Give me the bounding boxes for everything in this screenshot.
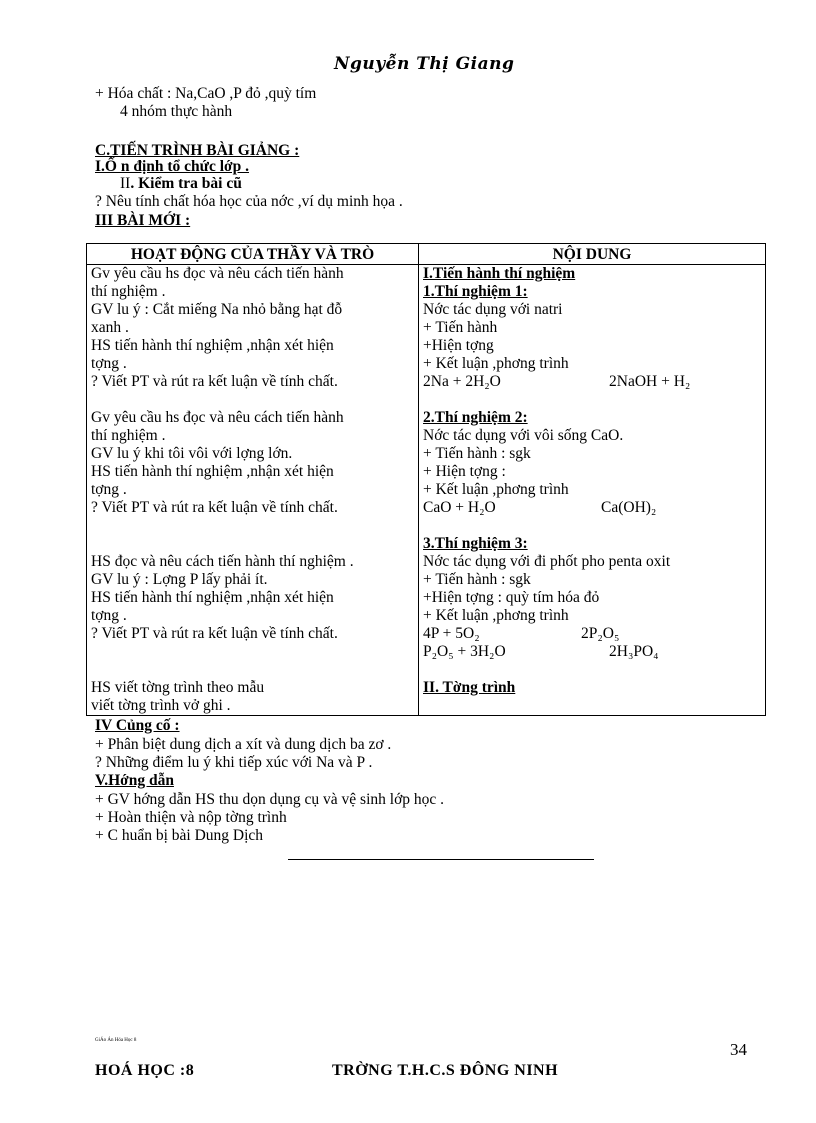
left-line: HS tiến hành thí nghiệm ,nhận xét hiện	[91, 463, 334, 480]
exp3-title: 3.Thí nghiệm 3:	[423, 535, 528, 552]
equation-row	[423, 499, 761, 517]
left-line: tợng .	[91, 607, 127, 624]
exp3-equation1-left: 4P + 5O₂	[423, 625, 480, 642]
right-line: + Tiến hành : sgk	[423, 571, 531, 588]
experiments-heading: I.Tiến hành thí nghiệm	[423, 265, 576, 282]
table-header-row	[87, 244, 766, 265]
left-line: GV lu ý : Cắt miếng Na nhỏ bằng hạt đỗ	[91, 301, 343, 318]
left-line: HS đọc và nêu cách tiến hành thí nghiệm .	[91, 553, 354, 570]
guidance-title: V.Hớng dẫn	[95, 772, 174, 789]
groups-line: 4 nhóm thực hành	[120, 103, 233, 120]
page-number: 34	[730, 1040, 747, 1059]
header-activities: HOẠT ĐỘNG CỦA THẦY VÀ TRÒ	[87, 244, 419, 265]
right-line: Nớc tác dụng với natri	[423, 301, 563, 318]
exp1-equation-right: 2NaOH + H₂	[609, 373, 691, 390]
left-line: GV lu ý : Lợng P lấy phải ít.	[91, 571, 268, 588]
left-line: xanh .	[91, 319, 129, 336]
activities-cell	[87, 265, 419, 716]
content-cell	[419, 265, 766, 716]
left-line: HS viết tờng trình theo mẫu	[91, 679, 265, 696]
guidance-line: + GV hớng dẫn HS thu dọn dụng cụ và vệ sinh lớp học .	[95, 791, 445, 808]
left-line: thí nghiệm .	[91, 283, 166, 300]
left-line: HS tiến hành thí nghiệm ,nhận xét hiện	[91, 337, 334, 354]
exp3-equation1-right: 2P₂O₅	[581, 625, 620, 642]
left-line: ? Viết PT và rút ra kết luận về tính chất.	[91, 499, 338, 516]
section-ii-label: . Kiểm tra bài cũ	[130, 175, 242, 192]
chemicals-line: + Hóa chất : Na,CaO ,P đỏ ,quỳ tím	[95, 85, 317, 102]
exp1-equation-left: 2Na + 2H₂O	[423, 373, 501, 390]
right-line: +Hiện tợng : quỳ tím hóa đỏ	[423, 589, 600, 606]
right-line: + Tiến hành : sgk	[423, 445, 531, 462]
section-ii-number: II	[120, 175, 131, 192]
footer-school: TRỜNG T.H.C.S ĐÔNG NINH	[332, 1062, 559, 1079]
header-content: NỘI DUNG	[419, 244, 766, 265]
table-body-row	[87, 265, 766, 716]
lesson-table	[86, 243, 766, 716]
left-line: Gv yêu cầu hs đọc và nêu cách tiến hành	[91, 265, 344, 282]
equation-row	[423, 643, 761, 661]
section-ii-title	[120, 175, 242, 193]
right-line: + Kết luận ,phơng trình	[423, 607, 569, 624]
consolidation-line: + Phân biệt dung dịch a xít và dung dịch ba zơ .	[95, 736, 392, 753]
equation-row	[423, 625, 761, 643]
exp3-equation2-left: P₂O₅ + 3H₂O	[423, 643, 506, 660]
right-line: + Kết luận ,phơng trình	[423, 355, 569, 372]
left-line: GV lu ý khi tôi vôi với lợng lớn.	[91, 445, 293, 462]
left-line: tợng .	[91, 481, 127, 498]
left-line: HS tiến hành thí nghiệm ,nhận xét hiện	[91, 589, 334, 606]
right-line: + Hiện tợng :	[423, 463, 506, 480]
left-line: thí nghiệm .	[91, 427, 166, 444]
right-line: +Hiện tợng	[423, 337, 494, 354]
right-line: Nớc tác dụng với đi phốt pho penta oxit	[423, 553, 671, 570]
guidance-line: + C huẩn bị bài Dung Dịch	[95, 827, 264, 844]
section-c-title: C.TIẾN TRÌNH BÀI GIẢNG :	[95, 142, 300, 159]
end-divider	[288, 859, 594, 860]
footer-small-text: GiÁo Án Hóa Học 8	[95, 1038, 137, 1043]
author-name: Nguyễn Thị Giang	[334, 54, 515, 74]
section-iii-title: III BÀI MỚI :	[95, 212, 191, 229]
equation-row	[423, 373, 761, 391]
left-line: ? Viết PT và rút ra kết luận về tính chất.	[91, 373, 338, 390]
consolidation-line: ? Những điểm lu ý khi tiếp xúc với Na và P .	[95, 754, 373, 771]
right-line: + Kết luận ,phơng trình	[423, 481, 569, 498]
consolidation-title: IV Củng cố :	[95, 717, 180, 734]
left-line: tợng .	[91, 355, 127, 372]
footer-subject: HOÁ HỌC :8	[95, 1062, 195, 1079]
right-line: Nớc tác dụng với vôi sống CaO.	[423, 427, 624, 444]
exp1-title: 1.Thí nghiệm 1:	[423, 283, 528, 300]
left-line: Gv yêu cầu hs đọc và nêu cách tiến hành	[91, 409, 344, 426]
exp2-title: 2.Thí nghiệm 2:	[423, 409, 528, 426]
review-question: ? Nêu tính chất hóa học của nớc ,ví dụ minh họa .	[95, 193, 403, 210]
exp3-equation2-right: 2H₃PO₄	[609, 643, 659, 660]
section-i-title: I.Ổ n định tổ chức lớp .	[95, 158, 249, 175]
right-line: + Tiến hành	[423, 319, 498, 336]
exp2-equation-right: Ca(OH)₂	[601, 499, 657, 516]
exp2-equation-left: CaO + H₂O	[423, 499, 496, 516]
guidance-line: + Hoàn thiện và nộp tờng trình	[95, 809, 287, 826]
report-heading: II. Tờng trình	[423, 679, 516, 696]
left-line: ? Viết PT và rút ra kết luận về tính chất.	[91, 625, 338, 642]
left-line: viết tờng trình vở ghi .	[91, 697, 231, 714]
